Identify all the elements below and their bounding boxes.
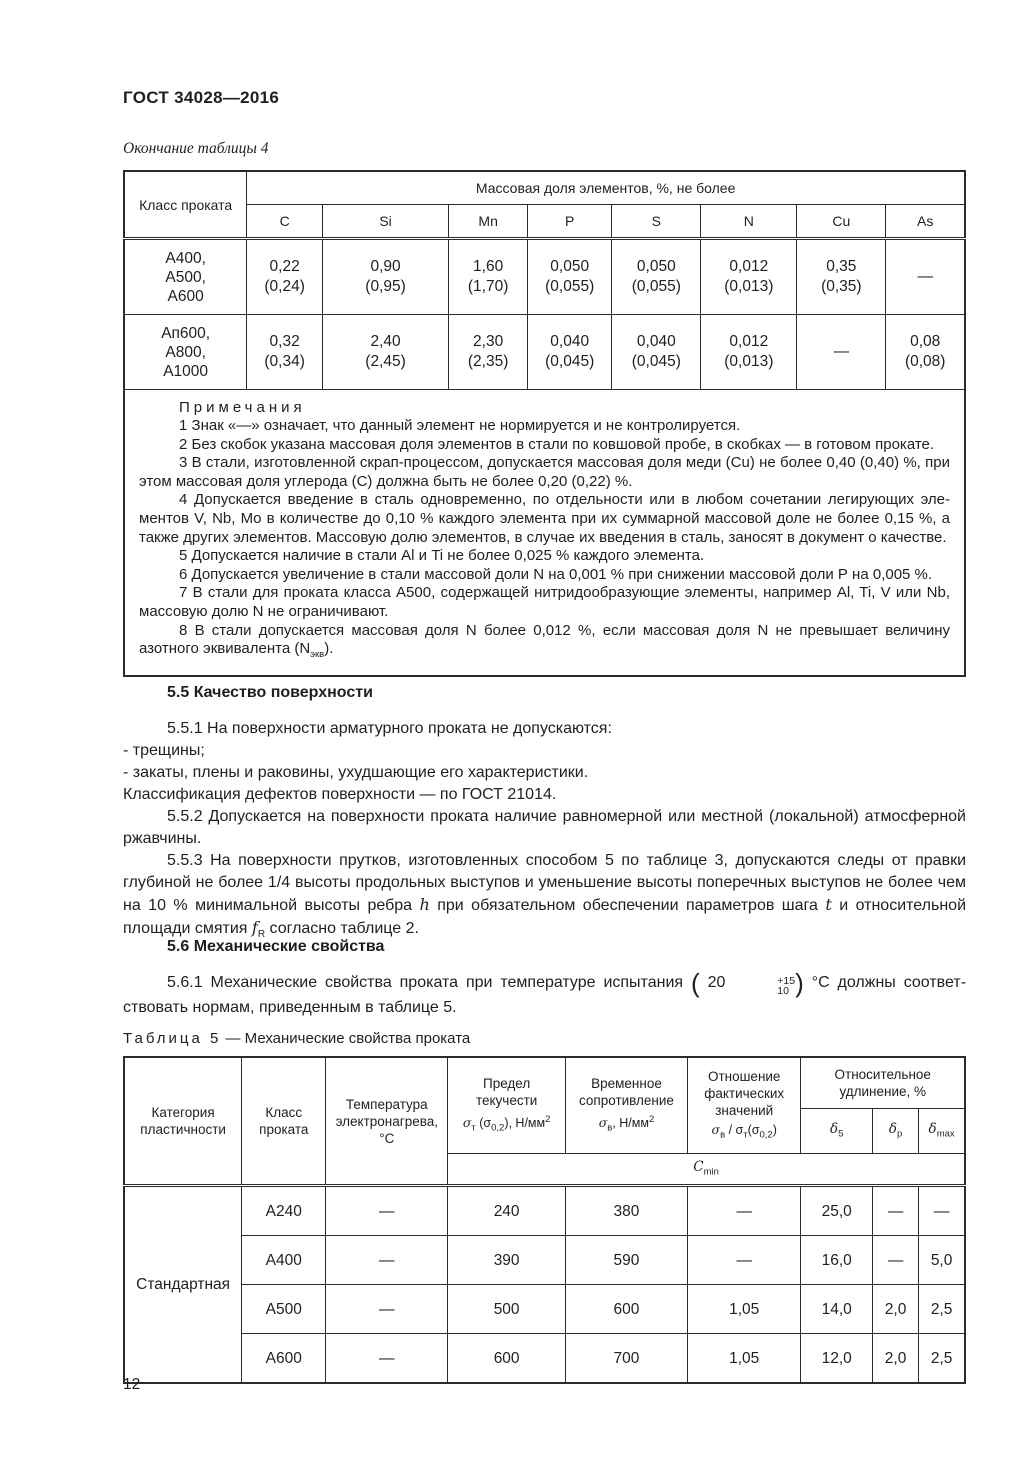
table5-header-category: Категория пластичности (124, 1057, 242, 1186)
table5-header-ratio: Отношение фактических значений $\sigma_в / \sigma_т(\sigma_{0,2})$ (687, 1057, 801, 1154)
table4-col-Mn: Mn (449, 205, 528, 239)
table4-col-Cu: Cu (797, 205, 886, 239)
value-cell: 600 (448, 1334, 566, 1384)
class-cell: А600 (242, 1334, 326, 1384)
value-cell: 14,0 (801, 1285, 872, 1334)
table4-row-ap600 (124, 315, 965, 390)
table4-corner-header: Класс проката (124, 171, 247, 239)
value-cell: 0,012 (0,013) (701, 239, 797, 315)
class-cell: А240 (242, 1186, 326, 1236)
value-cell: 2,40 (2,45) (322, 315, 448, 390)
table5-header-class: Класс проката (242, 1057, 326, 1186)
note-4: 4 Допускается введение в сталь одновременно, по отдельности или в любом сочетании легирующих элементов V, Nb, Mo в количестве до 0,10 % каждого элемента при их суммарной массовой доле не более 0,15 %, а также других элементов. Массовую долю элементов, в случае их введения в сталь, заносят в документ о качестве. (139, 491, 950, 546)
table5-header-delta5: $\delta_5$ (801, 1109, 872, 1154)
value-cell: 1,05 (687, 1334, 801, 1384)
value-cell: 380 (566, 1186, 688, 1236)
value-cell: 0,040 (0,045) (612, 315, 701, 390)
table5-row-a600 (124, 1334, 965, 1384)
section-5-6 (123, 936, 966, 1019)
paragraph-defects-classification: Классификация дефектов поверхности — по ГОСТ 21014. (123, 786, 557, 803)
table4-col-S: S (612, 205, 701, 239)
table4-chemical-composition (123, 170, 966, 677)
value-cell: 0,012 (0,013) (701, 315, 797, 390)
paragraph-5-5-3: 5.5.3 На поверхности прутков, изготовленных способом 5 по таблице 3, допускаются следы от правки глубиной не более 1/4 высоты продольных выступов и уменьшение высоты поперечных выступов не более чем на 10 % минимальной высоты ребра h при обязательном обеспечении параметров шага t и относительной площади смятия $f_R$ согласно таблице 2. (123, 852, 967, 941)
class-cell: А400, А500, А600 (124, 239, 247, 315)
value-cell: 500 (448, 1285, 566, 1334)
value-cell: 2,0 (872, 1285, 918, 1334)
table5-caption-label: Таблица 5 (123, 1030, 222, 1047)
value-cell: 1,05 (687, 1285, 801, 1334)
value-cell: 0,050 (0,055) (612, 239, 701, 315)
value-cell: 2,30 (2,35) (449, 315, 528, 390)
section-5-5-heading: 5.5 Качество поверхности (167, 684, 373, 701)
table5-header-deltap: $\delta_р$ (872, 1109, 918, 1154)
value-cell: 390 (448, 1236, 566, 1285)
table4-container (123, 170, 966, 677)
value-cell: 2,0 (872, 1334, 918, 1384)
class-cell: А400 (242, 1236, 326, 1285)
table5-header-deltamax: $\delta_{max}$ (919, 1109, 965, 1154)
value-cell: — (886, 239, 965, 315)
note-7: 7 В стали для проката класса А500, содержащей нитридообразующие элементы, например Al, Ti, V или Nb, массовую долю N не ограничивают. (139, 584, 950, 620)
value-cell: — (326, 1186, 448, 1236)
ratio-formula: $\sigma_в / \sigma_т(\sigma_{0,2})$ (711, 1121, 777, 1141)
list-item-cracks: - трещины; (123, 742, 205, 759)
table5-header-tensile-strength: Временное сопротивление $\sigma_в$, $Н/мм^2$ (566, 1057, 688, 1154)
tensile-strength-formula: $\sigma_в$, $Н/мм^2$ (598, 1113, 655, 1134)
table5-header-yield-strength: Предел текучести $\sigma_т$ $(\sigma_{0,2})$, $Н/мм^2$ (448, 1057, 566, 1154)
value-cell: 25,0 (801, 1186, 872, 1236)
temperature-tolerance: +15 10 (777, 974, 796, 997)
table5-container (123, 1056, 966, 1384)
table4-group-header: Массовая доля элементов, %, не более (247, 171, 965, 205)
value-cell: — (872, 1186, 918, 1236)
value-cell: 600 (566, 1285, 688, 1334)
value-cell: — (797, 315, 886, 390)
note-6: 6 Допускается увеличение в стали массовой доли N на 0,001 % при снижении массовой доли Р на 0,005 %. (179, 565, 933, 583)
table4-row-a400 (124, 239, 965, 315)
table5-header-elongation: Относительное удлинение, % (801, 1057, 965, 1109)
value-cell: 0,22 (0,24) (247, 239, 323, 315)
paragraph-5-5-1: 5.5.1 На поверхности арматурного проката не допускаются: (167, 720, 612, 737)
table4-col-P: P (528, 205, 612, 239)
value-cell: 240 (448, 1186, 566, 1236)
value-cell: 0,90 (0,95) (322, 239, 448, 315)
note-5: 5 Допускается наличие в стали Al и Ti не более 0,025 % каждого элемента. (179, 547, 705, 565)
value-cell: 0,040 (0,045) (528, 315, 612, 390)
note-3: 3 В стали, изготовленной скрап-процессом, допускается массовая доля меди (Cu) не более 0,40 (0,40) %, при этом массовая доля углерода (С) должна быть не более 0,20 (0,22) %. (139, 454, 950, 490)
value-cell: 590 (566, 1236, 688, 1285)
note-8: 8 В стали допускается массовая доля N более 0,012 %, если массовая доля N не превышает величину азотного эквивалента $(N_{экв})$. (139, 621, 950, 661)
value-cell: 5,0 (919, 1236, 965, 1285)
value-cell: 0,08 (0,08) (886, 315, 965, 390)
category-cell: Стандартная (124, 1186, 242, 1384)
value-cell: 12,0 (801, 1334, 872, 1384)
value-cell: — (326, 1334, 448, 1384)
note-2: 2 Без скобок указана массовая доля элементов в стали по ковшовой пробе, в скобках — в готовом прокате. (179, 435, 935, 453)
var-f: f (251, 918, 258, 937)
standard-number: ГОСТ 34028—2016 (123, 88, 280, 107)
table5-row-a240 (124, 1186, 965, 1236)
value-cell: — (326, 1285, 448, 1334)
table4-col-As: As (886, 205, 965, 239)
paren-close: ) (795, 968, 804, 998)
notes-title: Примечания (179, 399, 306, 416)
value-cell: 0,35 (0,35) (797, 239, 886, 315)
paren-open: ( (690, 968, 700, 998)
paragraph-5-6-1: 5.6.1 Механические свойства проката при температуре испытания ( 20 +15 10 ) °С должны соответствовать нормам, приведенным в таблице 5. (123, 968, 967, 1016)
section-5-6-heading: 5.6 Механические свойства (167, 938, 385, 955)
table4-col-Si: Si (322, 205, 448, 239)
table4-col-C: C (247, 205, 323, 239)
yield-strength-formula: $\sigma_т$ $(\sigma_{0,2})$, $Н/мм^2$ (462, 1113, 551, 1134)
value-cell: 2,5 (919, 1334, 965, 1384)
value-cell: 0,32 (0,34) (247, 315, 323, 390)
table4-col-N: N (701, 205, 797, 239)
value-cell: 1,60 (1,70) (449, 239, 528, 315)
value-cell: — (919, 1186, 965, 1236)
value-cell: 0,050 (0,055) (528, 239, 612, 315)
table4-notes-row (124, 390, 965, 676)
value-cell: — (872, 1236, 918, 1285)
value-cell: 2,5 (919, 1285, 965, 1334)
var-h: h (419, 895, 430, 914)
table5-row-a400 (124, 1236, 965, 1285)
value-cell: — (687, 1186, 801, 1236)
paragraph-5-5-2: 5.5.2 Допускается на поверхности проката наличие равномерной или местной (локальной) атмосферной ржавчины. (123, 808, 966, 847)
section-5-5 (123, 682, 966, 946)
table5-mechanical-properties (123, 1056, 966, 1384)
page-number: 12 (123, 1376, 141, 1393)
note-1: 1 Знак «—» означает, что данный элемент не нормируется и не контролируется. (179, 417, 741, 434)
table5-row-a500 (124, 1285, 965, 1334)
table4-continuation-caption: Окончание таблицы 4 (123, 140, 269, 157)
class-cell: Ап600, А800, А1000 (124, 315, 247, 390)
table4-notes (124, 390, 965, 676)
var-f-sub: R (257, 929, 266, 941)
value-cell: — (326, 1236, 448, 1285)
table5-caption: Таблица 5 — Механические свойства проката (123, 1030, 471, 1047)
value-cell: 700 (566, 1334, 688, 1384)
table5-cmin-row: $C_{min}$ (448, 1154, 965, 1186)
table5-header-temperature: Температура электронагрева, °С (326, 1057, 448, 1186)
list-item-laps: - закаты, плены и раковины, ухудшающие его характеристики. (123, 764, 589, 781)
value-cell: — (687, 1236, 801, 1285)
value-cell: 16,0 (801, 1236, 872, 1285)
var-t: t (825, 895, 832, 914)
class-cell: А500 (242, 1285, 326, 1334)
